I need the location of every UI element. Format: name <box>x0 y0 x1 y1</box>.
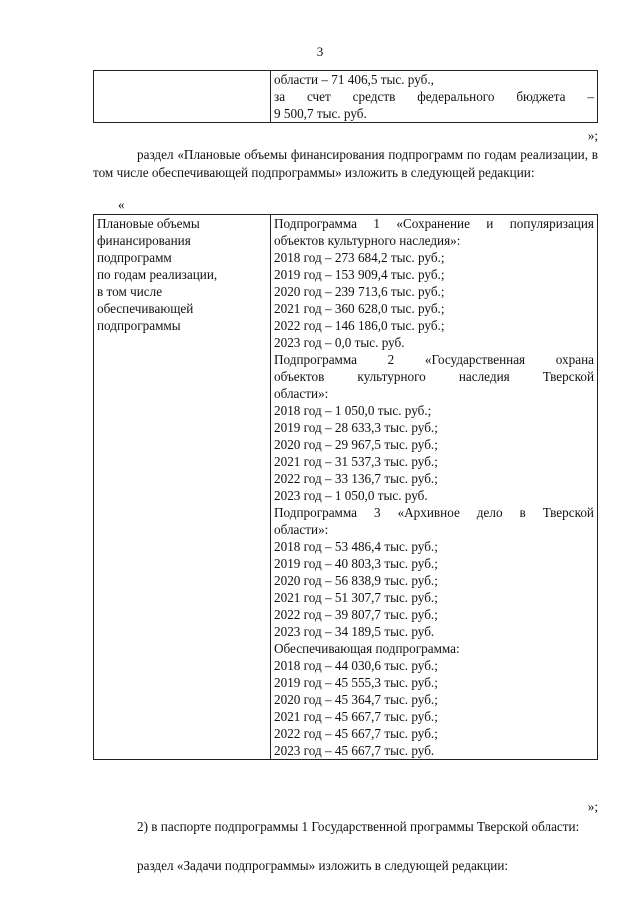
label-line: финансирования <box>97 233 191 248</box>
table-continuation <box>93 70 598 123</box>
value-line: 2021 год – 51 307,7 тыс. руб.; <box>274 590 438 605</box>
value-line: 2023 год – 1 050,0 тыс. руб. <box>274 488 428 503</box>
value-line: 2021 год – 31 537,3 тыс. руб.; <box>274 454 438 469</box>
paragraph-passport: 2) в паспорте подпрограммы 1 Государственной программы Тверской области: <box>137 819 580 834</box>
funding-label-cell <box>94 215 271 760</box>
value-line: объектов культурного наследия Тверской <box>274 369 594 384</box>
value-line: 2019 год – 40 803,3 тыс. руб.; <box>274 556 438 571</box>
value-line: 2020 год – 239 713,6 тыс. руб.; <box>274 284 445 299</box>
value-line: 2018 год – 1 050,0 тыс. руб.; <box>274 403 432 418</box>
value-line: Обеспечивающая подпрограмма: <box>274 641 460 656</box>
value-line: 2022 год – 33 136,7 тыс. руб.; <box>274 471 438 486</box>
label-line: подпрограммы <box>97 318 181 333</box>
value-line: 2023 год – 0,0 тыс. руб. <box>274 335 405 350</box>
opening-quote: « <box>118 197 125 212</box>
label-line: обеспечивающей <box>97 301 194 316</box>
value-line: 2020 год – 56 838,9 тыс. руб.; <box>274 573 438 588</box>
closing-quote: »; <box>587 128 598 143</box>
value-line: Подпрограмма 1 «Сохранение и популяризация <box>274 216 594 231</box>
value-line: 2021 год – 45 667,7 тыс. руб.; <box>274 709 438 724</box>
page-number: 3 <box>316 44 324 59</box>
funding-values-cell <box>271 215 598 760</box>
value-line: 2019 год – 45 555,3 тыс. руб.; <box>274 675 438 690</box>
value-line: 2019 год – 28 633,3 тыс. руб.; <box>274 420 438 435</box>
table1-left-cell <box>94 71 271 123</box>
label-line: в том числе <box>97 284 163 299</box>
table1-right-cell <box>271 71 598 123</box>
paragraph-tasks: раздел «Задачи подпрограммы» изложить в следующей редакции: <box>137 858 509 873</box>
label-line: Плановые объемы <box>97 216 200 231</box>
label-line: по годам реализации, <box>97 267 218 282</box>
value-line: объектов культурного наследия»: <box>274 233 461 248</box>
value-line: 2022 год – 45 667,7 тыс. руб.; <box>274 726 438 741</box>
value-line: 2019 год – 153 909,4 тыс. руб.; <box>274 267 445 282</box>
label-line: подпрограмм <box>97 250 172 265</box>
value-line: 2018 год – 44 030,6 тыс. руб.; <box>274 658 438 673</box>
value-line: 2018 год – 53 486,4 тыс. руб.; <box>274 539 438 554</box>
value-line: 2020 год – 29 967,5 тыс. руб.; <box>274 437 438 452</box>
funding-table <box>93 214 598 760</box>
value-line: Подпрограмма 2 «Государственная охрана <box>274 352 594 367</box>
value-line: области»: <box>274 522 329 537</box>
value-line: 2023 год – 34 189,5 тыс. руб. <box>274 624 435 639</box>
value-line: 2018 год – 273 684,2 тыс. руб.; <box>274 250 445 265</box>
value-line: Подпрограмма 3 «Архивное дело в Тверской <box>274 505 594 520</box>
value-line: 2023 год – 45 667,7 тыс. руб. <box>274 743 435 758</box>
value-line: 2022 год – 39 807,7 тыс. руб.; <box>274 607 438 622</box>
table1-line: 9 500,7 тыс. руб. <box>274 106 367 121</box>
closing-quote: »; <box>587 799 598 814</box>
table1-line: за счет средств федерального бюджета – <box>274 89 594 104</box>
value-line: 2020 год – 45 364,7 тыс. руб.; <box>274 692 438 707</box>
paragraph-section-instruction: раздел «Плановые объемы финансирования подпрограмм по годам реализации, в том числе обеспечивающей подпрограммы» изложить в следующей редакции: <box>93 147 598 180</box>
value-line: 2021 год – 360 628,0 тыс. руб.; <box>274 301 445 316</box>
value-line: 2022 год – 146 186,0 тыс. руб.; <box>274 318 445 333</box>
table1-line: области – 71 406,5 тыс. руб., <box>274 72 434 87</box>
value-line: области»: <box>274 386 329 401</box>
